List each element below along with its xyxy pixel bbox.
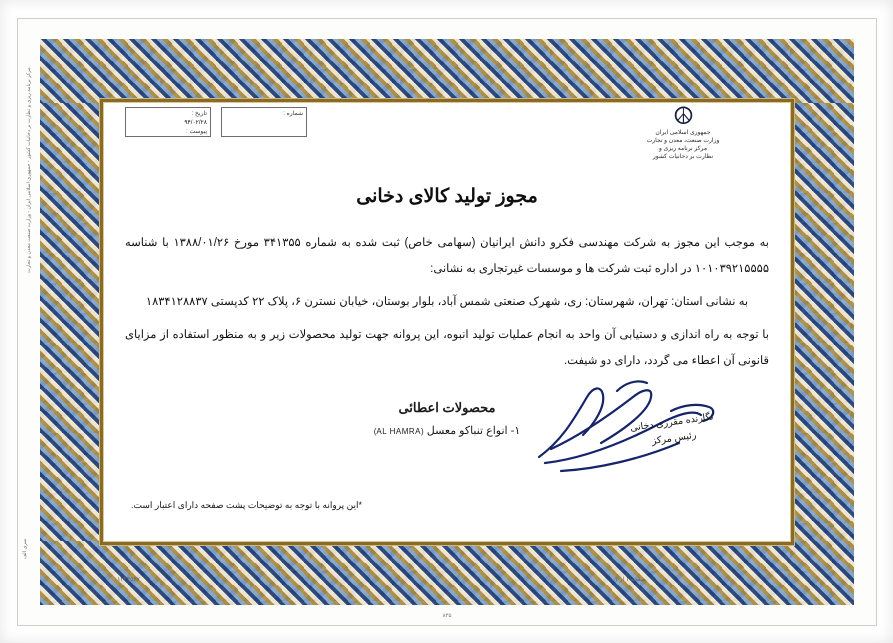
product-name: انواع تنباکو معسل — [426, 425, 508, 437]
emblem-line-4: نظارت بر دخانیات کشور — [652, 154, 714, 160]
serial-bottom-right: صفحه ۱ از ۱ — [614, 577, 646, 583]
certificate-sheet — [17, 18, 877, 626]
emblem-line-2: وزارت صنعت، معدن و تجارت — [646, 138, 720, 144]
product-brand-latin: (AL HAMRA) — [373, 427, 424, 436]
ornament-right — [790, 103, 854, 541]
header-box-date — [125, 107, 211, 137]
header-box-number-label: شماره : — [283, 111, 303, 117]
bottom-microprint: ۸۳۵ — [442, 613, 452, 619]
signature-caption-line-1: نگارنده مقرری دخانی — [629, 411, 715, 434]
side-microprint-strip-bottom: سری الف — [22, 539, 28, 560]
footnote: *این پروانه با توجه به توضیحات پشت صفحه دارای اعتبار است. — [131, 500, 363, 510]
iran-emblem-icon: ☮ — [672, 103, 694, 130]
paragraph-2-address: به نشانی استان: تهران، شهرستان: ری، شهرک صنعتی شمس آباد، بلوار بوستان، خیابان نسترن ۶، پلاک ۲۲ کدپستی ۱۸۳۴۱۲۸۸۳۷ — [145, 296, 749, 308]
body-text — [125, 230, 769, 374]
header-box-date-value: ۹۴/۰۲/۲۸ — [184, 120, 207, 126]
emblem-line-3: مرکز برنامه ریزی و — [658, 146, 708, 152]
header-box-date-label: تاریخ : — [191, 111, 207, 117]
page-title: مجوز تولید کالای دخانی — [356, 186, 538, 207]
ornament-top — [40, 39, 854, 103]
side-microprint-strip: مرکز برنامه ریزی و نظارت بر دخانیات کشور - جمهوری اسلامی ایران - وزارت صنعت معدن و تجارت — [26, 67, 32, 273]
header-boxes — [125, 107, 307, 137]
ornament-left — [40, 103, 104, 541]
certificate-body — [103, 99, 791, 545]
paragraph-3: با توجه به راه اندازی و دستیابی آن واحد به انجام عملیات تولید انبوه، این پروانه جهت تولید محصولات زیر و به منظور استفاده از مزایای قانونی آن اعطاء می گردد، دارای دو شیفت. — [125, 329, 769, 367]
header-box-number — [221, 107, 307, 137]
paragraph-1: به موجب این مجوز به شرکت مهندسی فکرو دانش ایرانیان (سهامی خاص) ثبت شده به شماره ۳۴۱۳۵۵ مورخ ۱۳۸۸/۰۱/۲۶ با شناسه ۱۰۱۰۳۹۲۱۵۵۵۵ در اداره ثبت شرکت ها و موسسات غیرتجاری به نشانی: — [125, 237, 769, 275]
serial-bottom-left: ۰۱۲۳۴۵۶۷ — [114, 577, 140, 583]
emblem-block — [603, 105, 763, 161]
product-index: ۱- — [510, 425, 521, 437]
document-header — [125, 105, 769, 177]
ornament-bottom — [40, 541, 854, 605]
header-box-attachment-label: پیوست : — [186, 129, 207, 135]
products-heading: محصولات اعطائی — [398, 400, 496, 415]
emblem-line-1: جمهوری اسلامی ایران — [655, 130, 711, 136]
signature-area — [459, 371, 759, 511]
signature-caption-line-2: رئیس مرکز — [651, 429, 698, 448]
